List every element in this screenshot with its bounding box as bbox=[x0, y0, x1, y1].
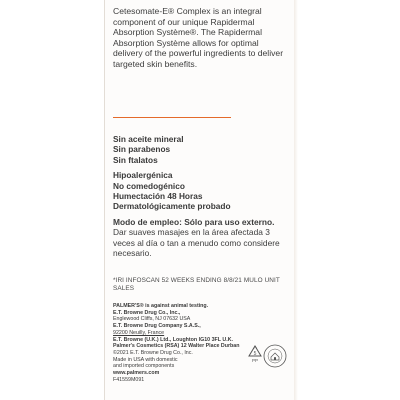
claim-item: Humectación 48 Horas bbox=[113, 191, 203, 202]
family-owned-seal-icon bbox=[263, 344, 287, 368]
claim-item: Sin parabenos bbox=[113, 144, 171, 155]
orange-divider bbox=[113, 117, 231, 118]
box-edge bbox=[294, 0, 298, 400]
legal-info bbox=[113, 303, 243, 383]
animal-testing-statement: PALMER'S® is against animal testing. bbox=[113, 303, 209, 309]
svg-text:5: 5 bbox=[253, 351, 257, 357]
usage-heading: Modo de empleo: Sólo para uso externo. bbox=[113, 217, 275, 227]
usage-text: Dar suaves masajes en la área afectada 3 veces al día o tan a menudo como considere necesario. bbox=[113, 227, 280, 259]
claim-item: No comedogénico bbox=[113, 180, 185, 191]
description-en: Cetesomate-E® Complex is an integral component of our unique Rapidermal Absorption Système®. The Rapidermal Absorption Système allows for optimal delivery of the powerful ingredients to deliver targeted skin benefits. bbox=[113, 6, 284, 69]
website: www.palmers.com bbox=[113, 370, 160, 377]
legal-line: E.T. Browne (U.K.) Ltd., Loughton IG10 3FL U.K. bbox=[113, 336, 233, 343]
claims-list bbox=[113, 134, 285, 212]
legal-line: E.T. Browne Drug Company S.A.S., bbox=[113, 323, 201, 330]
legal-line: 92200 Neuilly, France bbox=[113, 329, 165, 336]
legal-line: Palmer's Cosmetics (RSA) 12 Walter Place Durban bbox=[113, 343, 240, 350]
claim-item: Sin aceite mineral bbox=[113, 134, 184, 144]
usage-instructions bbox=[113, 217, 283, 259]
legal-line: Made in USA with domestic bbox=[113, 356, 178, 363]
legal-line: Englewood Cliffs, NJ 07632 USA bbox=[113, 316, 191, 323]
claim-item: Sin ftalatos bbox=[113, 154, 158, 165]
product-code: F41559M091 bbox=[113, 376, 145, 383]
iri-note: *IRI INFOSCAN 52 WEEKS ENDING 8/8/21 MULO UNIT SALES bbox=[113, 277, 280, 292]
claim-item: Hipoalergénica bbox=[113, 170, 173, 181]
legal-line: ©2021 E.T. Browne Drug Co., Inc. bbox=[113, 349, 193, 356]
legal-line: and imported components bbox=[113, 363, 175, 370]
recycle-icon bbox=[246, 344, 264, 364]
claim-item: Dermatológicamente probado bbox=[113, 201, 231, 212]
svg-text:PP: PP bbox=[251, 358, 259, 363]
legal-line: E.T. Browne Drug Co., Inc., bbox=[113, 309, 181, 316]
